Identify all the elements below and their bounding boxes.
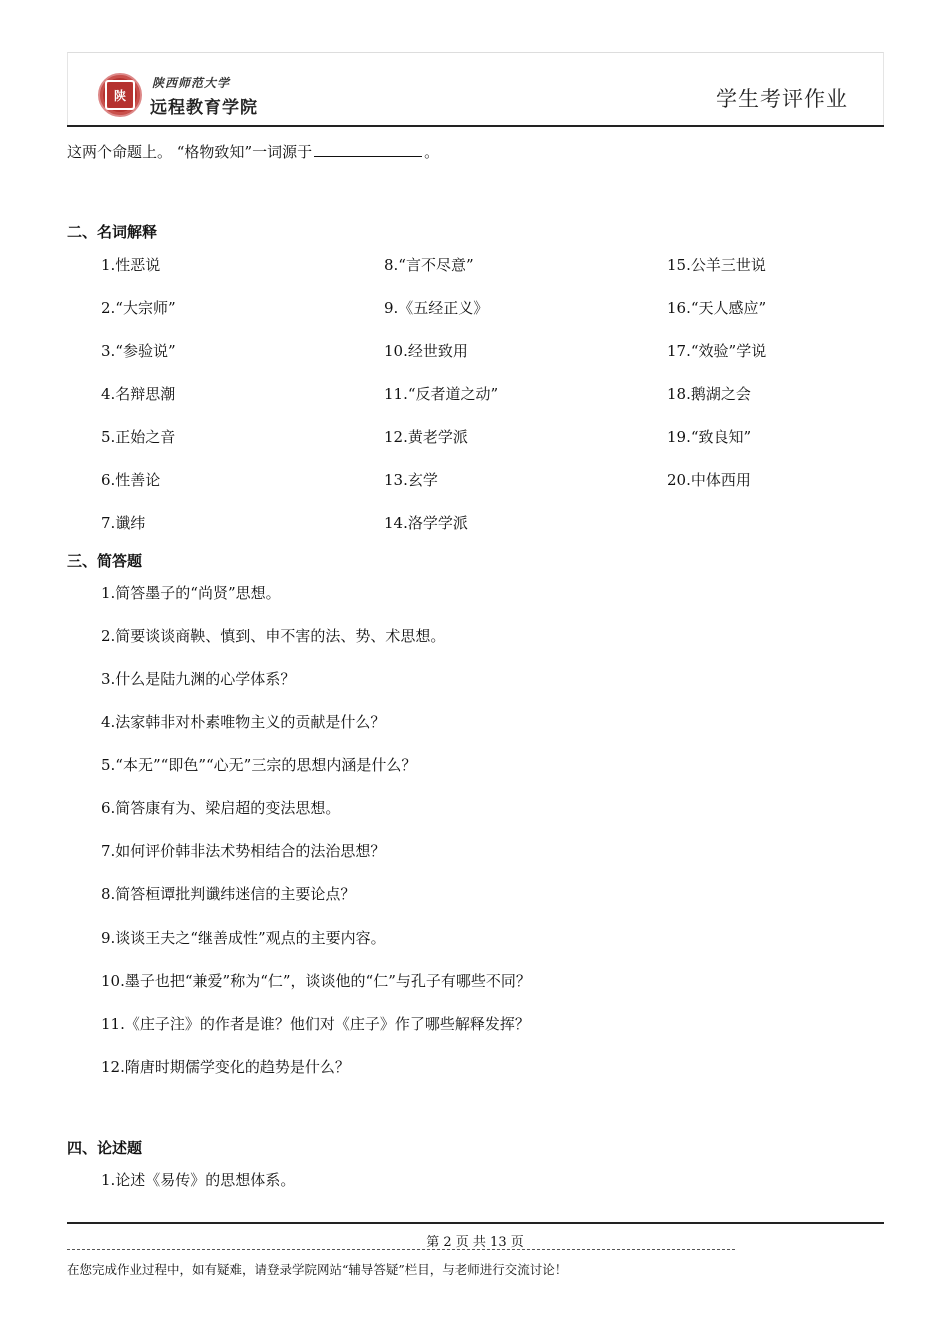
term-item: 8.“言不尽意”	[384, 256, 474, 274]
question-item: 6.简答康有为、梁启超的变法思想。	[101, 799, 341, 817]
term-item: 20.中体西用	[667, 471, 751, 489]
question-item: 3.什么是陆九渊的心学体系？	[101, 670, 296, 688]
term-item: 17.“效验”学说	[667, 342, 767, 360]
intro-period: 。	[424, 143, 440, 161]
term-item: 1.性恶说	[101, 256, 161, 274]
term-item: 19.“致良知”	[667, 428, 752, 446]
term-item: 12.黄老学派	[384, 428, 468, 446]
question-item: 5.“本无”“即色”“心无”三宗的思想内涵是什么？	[101, 756, 417, 774]
term-item: 7.谶纬	[101, 514, 146, 532]
section-heading-essay: 四、论述题	[67, 1139, 143, 1157]
term-item: 2.“大宗师”	[101, 299, 176, 317]
question-item: 11.《庄子注》的作者是谁？他们对《庄子》作了哪些解释发挥？	[101, 1015, 530, 1033]
question-item: 1.简答墨子的“尚贤”思想。	[101, 584, 281, 602]
fill-in-blank	[314, 142, 422, 157]
question-item: 9.谈谈王夫之“继善成性”观点的主要内容。	[101, 929, 386, 947]
college-name: 远程教育学院	[150, 98, 258, 118]
term-item: 11.“反者道之动”	[384, 385, 499, 403]
question-item: 12.隋唐时期儒学变化的趋势是什么？	[101, 1058, 350, 1076]
term-item: 5.正始之音	[101, 428, 176, 446]
section-heading-short-answer: 三、简答题	[67, 552, 143, 570]
intro-text: 这两个命题上。 “格物致知”一词源于	[67, 143, 313, 161]
footer-dashed-line	[67, 1249, 735, 1250]
page-number: 第 2 页 共 13 页	[426, 1235, 524, 1250]
term-item: 6.性善论	[101, 471, 161, 489]
footer-note: 在您完成作业过程中，如有疑难，请登录学院网站“辅导答疑”栏目，与老师进行交流讨论！	[67, 1262, 568, 1277]
question-item: 8.简答桓谭批判谶纬迷信的主要论点？	[101, 885, 356, 903]
question-item: 7.如何评价韩非法术势相结合的法治思想？	[101, 842, 386, 860]
logo-glyph: 陕	[105, 80, 135, 110]
document-type-title: 学生考评作业	[716, 87, 848, 111]
section-heading-terms: 二、名词解释	[67, 223, 158, 241]
question-item: 2.简要谈谈商鞅、慎到、申不害的法、势、术思想。	[101, 627, 446, 645]
term-item: 3.“参验说”	[101, 342, 176, 360]
term-item: 18.鹅湖之会	[667, 385, 751, 403]
header-divider	[67, 125, 884, 127]
question-item: 4.法家韩非对朴素唯物主义的贡献是什么？	[101, 713, 386, 731]
term-item: 14.洛学学派	[384, 514, 468, 532]
university-name: 陕西师范大学	[152, 76, 231, 90]
university-logo-icon	[98, 73, 142, 117]
term-item: 10.经世致用	[384, 342, 468, 360]
term-item: 16.“天人感应”	[667, 299, 767, 317]
term-item: 13.玄学	[384, 471, 438, 489]
question-item: 10.墨子也把“兼爱”称为“仁”，谈谈他的“仁”与孔子有哪些不同？	[101, 972, 531, 990]
intro-line	[67, 142, 439, 162]
question-item: 1.论述《易传》的思想体系。	[101, 1171, 296, 1189]
term-item: 9.《五经正义》	[384, 299, 489, 317]
term-item: 15.公羊三世说	[667, 256, 766, 274]
footer-divider	[67, 1222, 884, 1224]
term-item: 4.名辩思潮	[101, 385, 176, 403]
